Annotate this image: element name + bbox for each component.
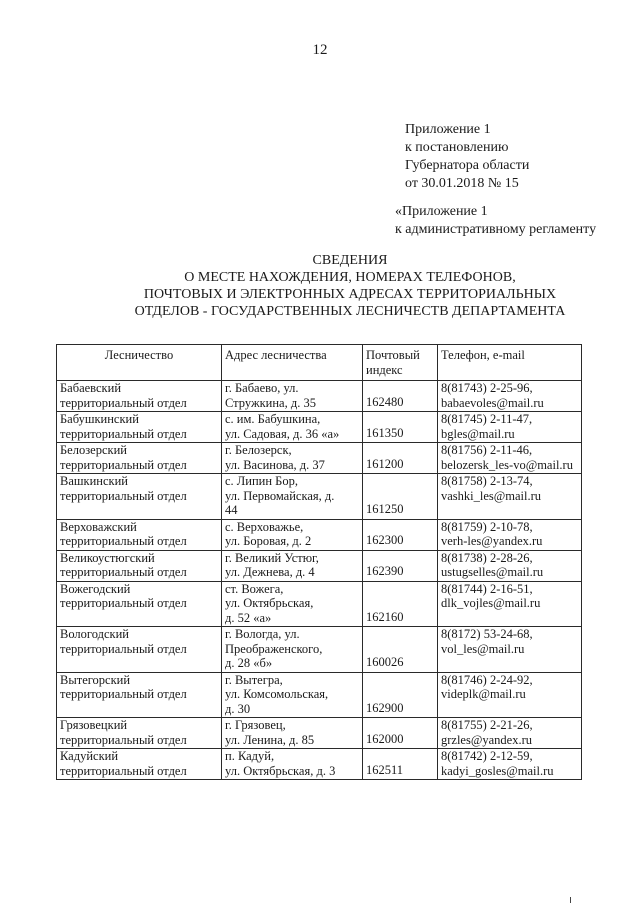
cell-postal-index: 162000 (363, 718, 438, 749)
cell-forestry-line: территориальный отдел (60, 596, 187, 610)
title-line: ПОЧТОВЫХ И ЭЛЕКТРОННЫХ АДРЕСАХ ТЕРРИТОРИАЛЬНЫХ (143, 287, 557, 302)
cell-contact-line: 8(81759) 2-10-78, (441, 519, 533, 534)
cell-forestry (57, 581, 222, 627)
cell-contact-line: vol_les@mail.ru (441, 641, 525, 656)
cell-forestry-line: Кадуйский (60, 749, 119, 763)
cell-forestry-line: Бабаевский (60, 381, 122, 395)
cell-contact-line: babaevoles@mail.ru (441, 395, 544, 410)
cell-address-line: г. Великий Устюг, (225, 550, 319, 565)
cell-forestry-line: Вытегорский (60, 672, 131, 687)
table-row (57, 443, 582, 474)
cell-forestry-line: территориальный отдел (60, 641, 187, 656)
cell-forestry-line: территориальный отдел (60, 488, 187, 503)
cell-address-line: г. Бабаево, ул. (225, 381, 299, 395)
cell-postal-index: 161250 (363, 474, 438, 520)
cell-address-line: г. Белозерск, (225, 443, 292, 457)
appendix-regulation-line: к административному регламенту (395, 222, 597, 237)
cell-postal-index: 162480 (363, 381, 438, 412)
cell-contact (438, 581, 582, 627)
cell-address (222, 381, 363, 412)
cell-address-line: ул. Октябрьская, (225, 596, 314, 610)
cell-address-line: г. Грязовец, (225, 718, 286, 732)
table-row (57, 749, 582, 780)
appendix-line: к постановлению (405, 140, 509, 155)
cell-address (222, 749, 363, 780)
table-header-row (57, 345, 582, 381)
cell-address-line: 44 (225, 503, 238, 517)
cell-address-line: п. Кадуй, (225, 749, 275, 763)
cell-contact-line: bgles@mail.ru (441, 426, 515, 441)
cell-contact-line: grzles@yandex.ru (441, 732, 532, 747)
cell-contact-line: verh-les@yandex.ru (441, 534, 543, 548)
cell-forestry (57, 718, 222, 749)
cell-forestry-line: Вологодский (60, 627, 129, 641)
cell-forestry (57, 474, 222, 520)
appendix-line: от 30.01.2018 № 15 (405, 176, 519, 191)
cell-address-line: ул. Ленина, д. 85 (225, 732, 315, 747)
cell-address-line: Преображенского, (225, 641, 323, 656)
cell-address-line: ул. Васинова, д. 37 (225, 457, 325, 472)
cell-address-line: д. 30 (225, 701, 251, 716)
cell-forestry-line: Верховажский (60, 519, 137, 534)
cell-address (222, 519, 363, 550)
cell-forestry (57, 627, 222, 673)
cell-address (222, 443, 363, 474)
cell-forestry-line: территориальный отдел (60, 687, 187, 701)
cell-forestry (57, 672, 222, 718)
cell-contact-line: 8(81738) 2-28-26, (441, 550, 533, 565)
table-row (57, 672, 582, 718)
cell-address (222, 581, 363, 627)
table-row (57, 718, 582, 749)
cell-contact-line: dlk_vojles@mail.ru (441, 596, 541, 610)
cell-forestry-line: Белозерский (60, 443, 127, 457)
cell-forestry-line: территориальный отдел (60, 426, 187, 441)
header-postal-index: Почтовый индекс (363, 345, 438, 381)
table-row (57, 412, 582, 443)
cell-postal-index: 161200 (363, 443, 438, 474)
cell-contact-line: 8(81746) 2-24-92, (441, 672, 533, 687)
cell-address-line: ул. Боровая, д. 2 (225, 534, 312, 548)
cell-postal-index: 162390 (363, 550, 438, 581)
cell-forestry (57, 519, 222, 550)
appendix-regulation-block (395, 203, 596, 239)
cell-contact-line: 8(81756) 2-11-46, (441, 443, 533, 457)
cell-address (222, 627, 363, 673)
header-forestry: Лесничество (57, 345, 222, 381)
appendix-regulation-line: «Приложение 1 (395, 204, 488, 219)
cell-forestry (57, 550, 222, 581)
cell-contact-line: 8(81745) 2-11-47, (441, 412, 533, 426)
cell-address-line: ул. Октябрьская, д. 3 (225, 763, 336, 778)
cell-forestry (57, 412, 222, 443)
cell-forestry-line: территориальный отдел (60, 565, 187, 579)
title-line: О МЕСТЕ НАХОЖДЕНИЯ, НОМЕРАХ ТЕЛЕФОНОВ, (184, 270, 516, 285)
cell-address-line: г. Вологда, ул. (225, 627, 300, 641)
cell-contact-line: 8(8172) 53-24-68, (441, 627, 533, 641)
cell-contact-line: 8(81755) 2-21-26, (441, 718, 533, 732)
table-row (57, 474, 582, 520)
cell-contact-line: videplk@mail.ru (441, 687, 526, 701)
table-row (57, 550, 582, 581)
cell-postal-index: 162160 (363, 581, 438, 627)
cell-address-line: д. 28 «б» (225, 656, 273, 670)
appendix-line: Приложение 1 (405, 122, 491, 137)
cell-address (222, 550, 363, 581)
cell-contact (438, 550, 582, 581)
cell-address (222, 672, 363, 718)
cell-address-line: Стружкина, д. 35 (225, 395, 316, 410)
cell-contact-line: kadyi_gosles@mail.ru (441, 763, 554, 778)
cell-address (222, 718, 363, 749)
cell-contact-line: 8(81758) 2-13-74, (441, 474, 533, 488)
cell-postal-index: 161350 (363, 412, 438, 443)
cell-address-line: ул. Первомайская, д. (225, 488, 335, 503)
cell-address-line: ул. Садовая, д. 36 «а» (225, 426, 340, 441)
cell-address-line: с. Липин Бор, (225, 474, 298, 488)
cell-contact (438, 749, 582, 780)
cell-forestry-line: территориальный отдел (60, 763, 187, 778)
cell-address-line: г. Вытегра, (225, 672, 283, 687)
cell-contact (438, 519, 582, 550)
cell-contact-line: vashki_les@mail.ru (441, 488, 542, 503)
cell-forestry-line: Великоустюгский (60, 550, 155, 565)
cell-address-line: ул. Комсомольская, (225, 687, 329, 701)
cell-contact (438, 412, 582, 443)
cell-contact-line: 8(81743) 2-25-96, (441, 381, 533, 395)
cell-forestry-line: Вашкинский (60, 474, 128, 488)
page-number: 12 (312, 42, 328, 58)
cell-contact-line: 8(81742) 2-12-59, (441, 749, 533, 763)
cell-address (222, 474, 363, 520)
cell-forestry (57, 749, 222, 780)
cell-address (222, 412, 363, 443)
cell-postal-index: 162900 (363, 672, 438, 718)
cell-contact-line: belozersk_les-vo@mail.ru (441, 457, 573, 472)
cell-forestry-line: территориальный отдел (60, 534, 187, 548)
cell-forestry-line: Бабушкинский (60, 412, 139, 426)
cell-contact (438, 672, 582, 718)
cell-forestry-line: Вожегодский (60, 581, 131, 596)
appendix-line: Губернатора области (405, 158, 530, 173)
cell-postal-index: 160026 (363, 627, 438, 673)
table-row (57, 581, 582, 627)
cell-contact (438, 718, 582, 749)
cell-forestry-line: территориальный отдел (60, 457, 187, 472)
scan-mark (570, 897, 571, 903)
title-line: ОТДЕЛОВ - ГОСУДАРСТВЕННЫХ ЛЕСНИЧЕСТВ ДЕПАРТАМЕНТА (134, 304, 566, 319)
cell-forestry (57, 381, 222, 412)
cell-address-line: д. 52 «а» (225, 610, 272, 625)
cell-contact (438, 443, 582, 474)
document-title (0, 252, 640, 320)
cell-address-line: ул. Дежнева, д. 4 (225, 565, 315, 579)
cell-contact-line: 8(81744) 2-16-51, (441, 581, 533, 596)
cell-contact (438, 381, 582, 412)
cell-address-line: с. Верховажье, (225, 519, 304, 534)
cell-forestry (57, 443, 222, 474)
cell-contact (438, 627, 582, 673)
header-address: Адрес лесничества (222, 345, 363, 381)
title-line: СВЕДЕНИЯ (312, 253, 388, 268)
forestry-table (56, 344, 582, 780)
table-row (57, 519, 582, 550)
cell-forestry-line: Грязовецкий (60, 718, 128, 732)
table-body (57, 381, 582, 780)
appendix-block (405, 121, 529, 193)
cell-contact-line: ustugselles@mail.ru (441, 565, 544, 579)
cell-postal-index: 162300 (363, 519, 438, 550)
cell-forestry-line: территориальный отдел (60, 732, 187, 747)
table-row (57, 381, 582, 412)
cell-forestry-line: территориальный отдел (60, 395, 187, 410)
header-phone-email: Телефон, e-mail (438, 345, 582, 381)
cell-address-line: ст. Вожега, (225, 581, 284, 596)
cell-contact (438, 474, 582, 520)
cell-address-line: с. им. Бабушкина, (225, 412, 321, 426)
cell-postal-index: 162511 (363, 749, 438, 780)
table-row (57, 627, 582, 673)
